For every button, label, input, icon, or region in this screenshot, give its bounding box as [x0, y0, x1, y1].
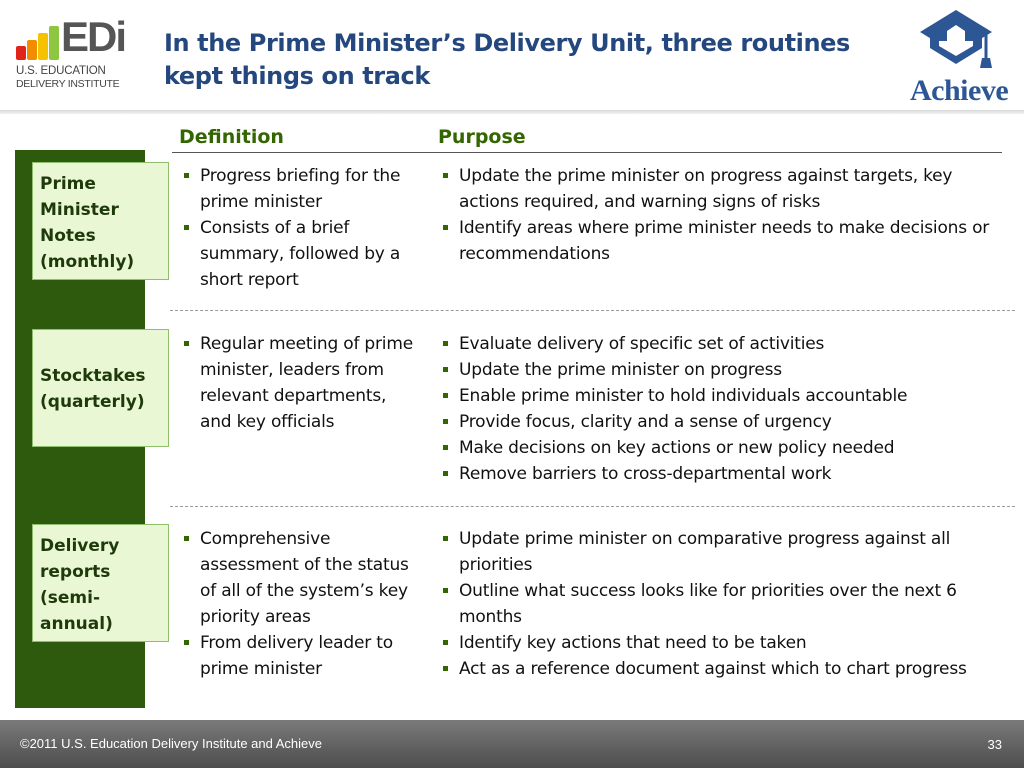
page-number: 33 [987, 737, 1002, 752]
mortarboard-house-icon [906, 8, 1018, 76]
edi-logo-line2: DELIVERY INSTITUTE [16, 78, 120, 90]
footer-copyright: ©2011 U.S. Education Delivery Institute and Achieve [20, 736, 323, 751]
list-item: Comprehensive assessment of the status of all of the system’s key priority areas [178, 526, 418, 630]
row-label-prime-minister-notes: Prime Minister Notes (monthly) [32, 162, 169, 280]
list-item: From delivery leader to prime minister [178, 630, 418, 682]
list-item: Remove barriers to cross-departmental work [437, 461, 1012, 487]
column-header-rule [172, 152, 1002, 153]
list-item: Provide focus, clarity and a sense of urgency [437, 409, 1012, 435]
list-item: Outline what success looks like for priorities over the next 6 months [437, 578, 1012, 630]
row-separator [170, 310, 1015, 311]
edi-logo-line1: U.S. EDUCATION [16, 65, 106, 77]
row-separator [170, 506, 1015, 507]
list-item: Update prime minister on comparative progress against all priorities [437, 526, 1012, 578]
achieve-logo-word: Achieve [910, 74, 1009, 107]
list-item: Make decisions on key actions or new policy needed [437, 435, 1012, 461]
slide-header [0, 0, 1024, 112]
list-item: Evaluate delivery of specific set of activities [437, 331, 1012, 357]
row3-definition-list [178, 526, 418, 682]
row-label-delivery-reports: Delivery reports (semi-annual) [32, 524, 169, 642]
list-item: Identify areas where prime minister needs to make decisions or recommendations [437, 215, 1012, 267]
row2-purpose-list [437, 331, 1012, 487]
column-header-purpose: Purpose [438, 126, 526, 148]
row1-purpose-list [437, 163, 1012, 267]
edi-logo [16, 13, 128, 92]
slide-footer [0, 720, 1024, 768]
edi-logo-word: EDi [61, 13, 126, 60]
list-item: Enable prime minister to hold individuals accountable [437, 383, 1012, 409]
list-item: Consists of a brief summary, followed by a short report [178, 215, 418, 293]
list-item: Update the prime minister on progress [437, 357, 1012, 383]
list-item: Identify key actions that need to be taken [437, 630, 1012, 656]
list-item: Progress briefing for the prime minister [178, 163, 418, 215]
list-item: Act as a reference document against which to chart progress [437, 656, 1012, 682]
row2-definition-list [178, 331, 418, 435]
column-header-definition: Definition [179, 126, 284, 148]
row-label-stocktakes: Stocktakes (quarterly) [32, 329, 169, 447]
achieve-logo [906, 8, 1018, 106]
row3-purpose-list [437, 526, 1012, 682]
list-item: Update the prime minister on progress against targets, key actions required, and warning signs of risks [437, 163, 1012, 215]
list-item: Regular meeting of prime minister, leaders from relevant departments, and key officials [178, 331, 418, 435]
slide-title: In the Prime Minister’s Delivery Unit, three routines kept things on track [164, 29, 850, 90]
row1-definition-list [178, 163, 418, 293]
header-divider [0, 110, 1024, 114]
